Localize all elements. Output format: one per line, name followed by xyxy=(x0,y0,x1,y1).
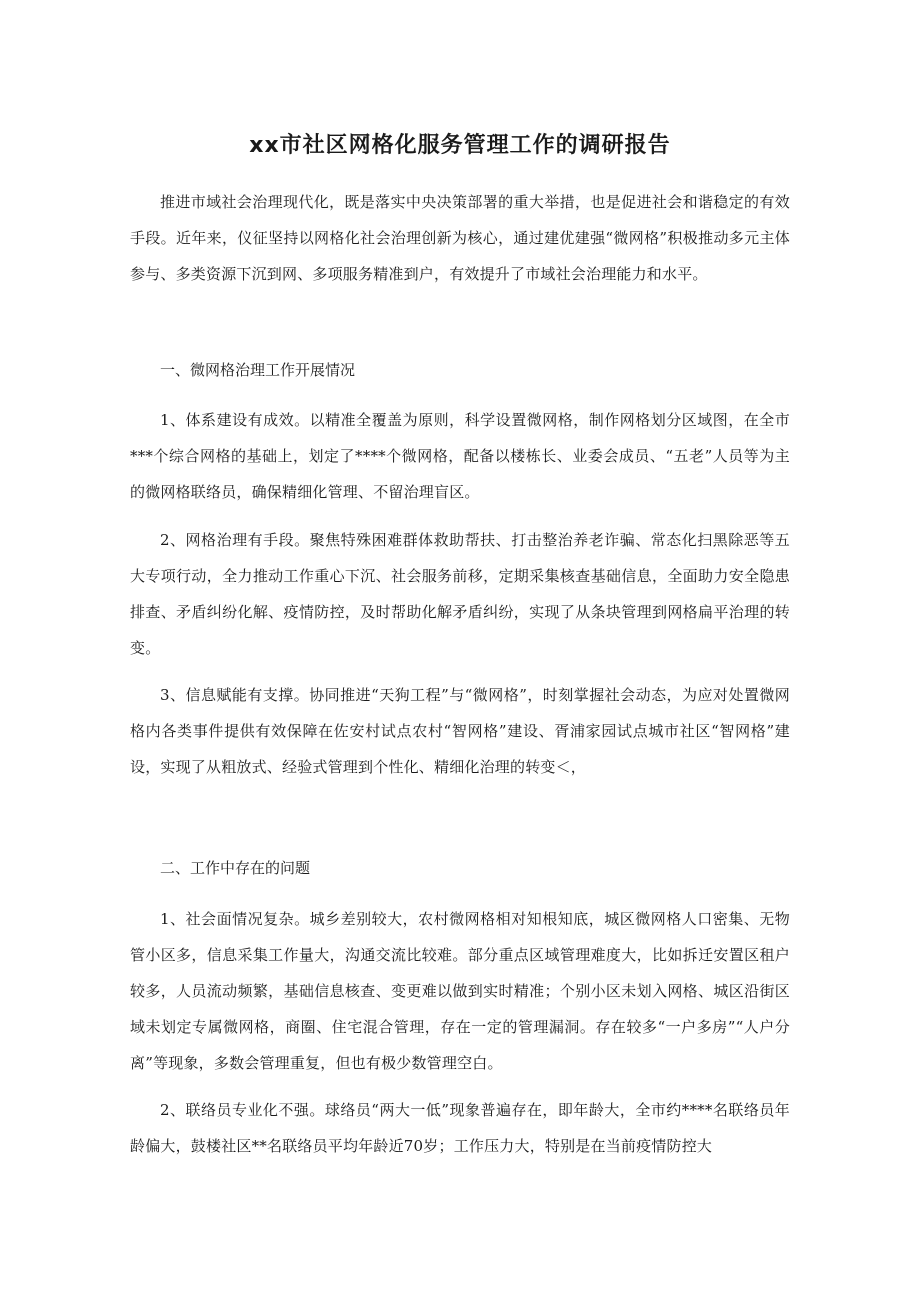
section-1-heading: 一、微网格治理工作开展情况 xyxy=(160,361,356,379)
section-1-paragraph-3: 3、信息赋能有支撑。协同推进“天狗工程”与“微网格”，时刻掌握社会动态，为应对处置微网格内各类事件提供有效保障在佐安村试点农村“智网格”建设、胥浦家园试点城市社区“智网格”建设，实现了从粗放式、经验式管理到个性化、精细化治理的转变＜， xyxy=(130,686,790,776)
section-2-heading: 二、工作中存在的问题 xyxy=(160,859,311,877)
section-2-paragraph-2: 2、联络员专业化不强。球络员“两大一低”现象普遍存在，即年龄大，全市约****名联络员年龄偏大，鼓楼社区**名联络员平均年龄近70岁；工作压力大，特别是在当前疫情防控大 xyxy=(130,1101,790,1155)
section-2-paragraph-1: 1、社会面情况复杂。城乡差别较大，农村微网格相对知根知底，城区微网格人口密集、无物管小区多，信息采集工作量大，沟通交流比较难。部分重点区域管理难度大，比如拆迁安置区租户较多，人员流动频繁，基础信息核查、变更难以做到实时精准；个别小区未划入网格、城区沿街区域未划定专属微网格，商圈、住宅混合管理，存在一定的管理漏洞。存在较多“一户多房”“人户分离”等现象，多数会管理重复，但也有极少数管理空白。 xyxy=(130,910,790,1072)
section-1-paragraph-1: 1、体系建设有成效。以精准全覆盖为原则，科学设置微网格，制作网格划分区域图，在全市***个综合网格的基础上，划定了****个微网格，配备以楼栋长、业委会成员、“五老”人员等为主的微网格联络员，确保精细化管理、不留治理盲区。 xyxy=(130,411,790,501)
intro-paragraph: 推进市域社会治理现代化，既是落实中央决策部署的重大举措，也是促进社会和谐稳定的有效手段。近年来，仪征坚持以网格化社会治理创新为核心，通过建优建强“微网格”积极推动多元主体参与、多类资源下沉到网、多项服务精准到户，有效提升了市域社会治理能力和水平。 xyxy=(130,193,790,283)
section-1-paragraph-2: 2、网格治理有手段。聚焦特殊困难群体救助帮扶、打击整治养老诈骗、常态化扫黑除恶等五大专项行动，全力推动工作重心下沉、社会服务前移，定期采集核查基础信息，全面助力安全隐患排查、矛盾纠纷化解、疫情防控，及时帮助化解矛盾纠纷，实现了从条块管理到网格扁平治理的转变。 xyxy=(130,531,790,657)
document-title: xx市社区网格化服务管理工作的调研报告 xyxy=(249,133,671,158)
